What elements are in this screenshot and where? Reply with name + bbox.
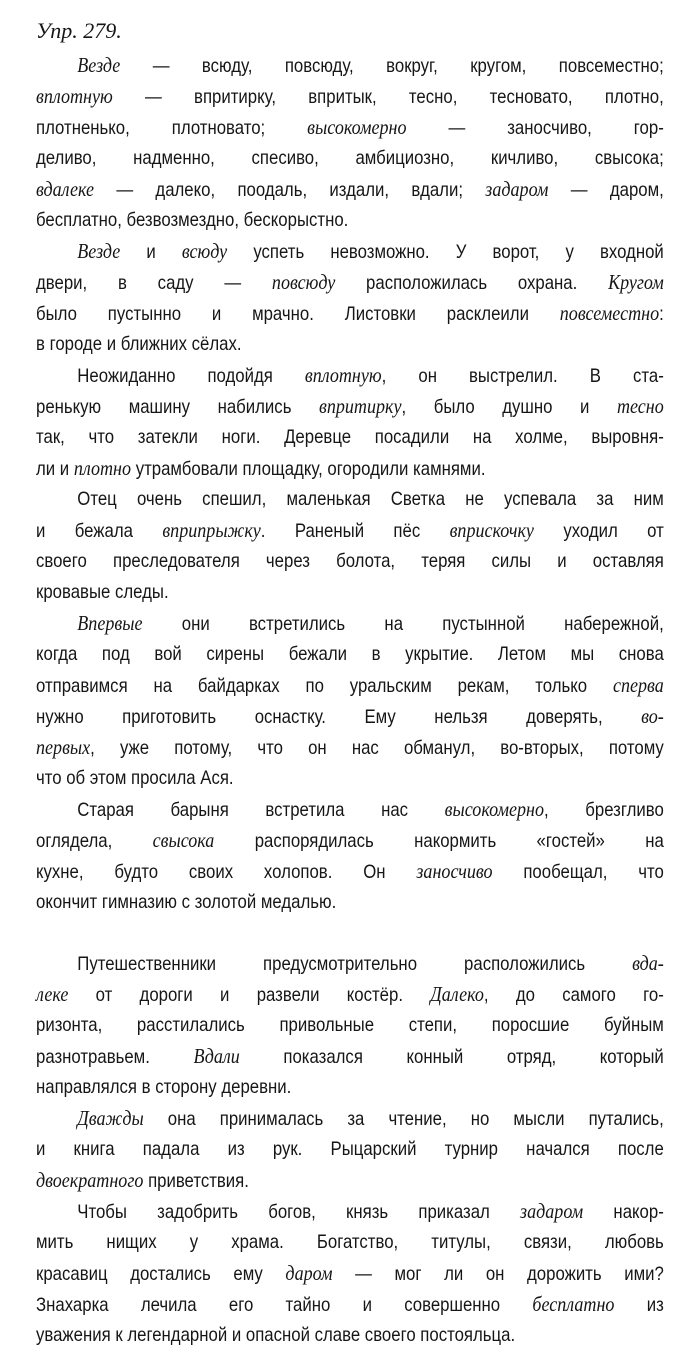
italic-term: заносчиво [416,859,493,883]
text-run: приветствия. [143,1170,249,1192]
text-line [36,81,664,112]
text-run: — заносчиво, гор- [406,117,664,139]
text-run: Путешественники предусмотрительно расположились [77,953,633,975]
text-line [36,577,664,608]
text-run: так, что затекли ноги. Деревце посадили на холме, выровня- [36,426,664,448]
text-line [36,1196,664,1227]
text-line [36,856,664,887]
text-line [36,1134,664,1165]
text-run: успеть невозможно. У ворот, у входной [227,241,664,263]
text-line [36,50,664,81]
text-run: плотненько, плотновато; [36,117,308,139]
text-line [36,794,664,825]
text-run: и бежала [36,520,163,542]
paragraph [36,50,664,236]
italic-term: вприскочку [449,518,534,542]
text-line [36,236,664,267]
text-run: Знахарка лечила его тайно и совершенно [36,1294,533,1316]
text-line [36,701,664,732]
italic-term: задаром [520,1199,584,1223]
italic-term: бесплатно [532,1292,615,1316]
text-line [36,1258,664,1289]
text-run: уходил от [533,520,664,542]
text-run: своего преследователя через болота, теряя силы и оставляя [36,550,664,572]
italic-term: тесно [616,394,664,418]
text-line [36,1320,664,1351]
text-line [36,391,664,422]
exercise-body [36,50,664,1351]
italic-term: вприпрыжку [162,518,261,542]
text-line [36,1289,664,1320]
paragraph [36,948,664,1103]
text-line [36,143,664,174]
paragraph [36,484,664,608]
text-run: разнотравьем. [36,1046,194,1068]
text-run: — всюду, повсюду, вокруг, кругом, повсеместно; [120,55,664,77]
text-run: — впритирку, впритык, тесно, тесновато, плотно, [112,86,664,108]
text-run: , до самого го- [483,984,664,1006]
italic-term: Вдали [193,1044,240,1068]
text-line [36,979,664,1010]
text-run: она принималась за чтение, но мысли путались, [143,1108,664,1130]
text-run: , уже потому, что он нас обманул, во-вторых, потому [90,737,664,759]
text-run: ренькую машину набились [36,396,319,418]
italic-term: вдалеке [36,177,95,201]
text-run: , было душно и [401,396,617,418]
italic-term: двоекратного [36,1168,144,1192]
text-line [36,515,664,546]
text-run: утрамбовали площадку, огородили камнями. [131,458,486,480]
text-run: : [659,303,664,325]
text-line [36,1072,664,1103]
text-run: и [120,241,182,263]
text-line [36,453,664,484]
text-run: и книга падала из рук. Рыцарский турнир начался после [36,1138,664,1160]
italic-term: Впервые [77,611,143,635]
text-run: показался конный отряд, который [239,1046,664,1068]
italic-term: Далеко [430,982,484,1006]
text-run: Неожиданно подойдя [77,365,305,387]
text-line [36,422,664,453]
paragraph [36,236,664,360]
text-line [36,329,664,360]
text-line [36,174,664,205]
text-run: кровавые следы. [36,581,169,603]
text-run: накор- [583,1201,664,1223]
text-run: из [614,1294,664,1316]
text-run: распорядилась накормить «гостей» на [214,830,664,852]
text-run: — даром, [548,179,664,201]
text-line [36,887,664,918]
italic-term: вда- [632,951,664,975]
text-run: пообещал, что [492,861,664,883]
paragraph [36,1196,664,1351]
text-run: когда под вой сирены бежали в укрытие. Летом мы снова [36,643,664,665]
paragraph [36,608,664,794]
text-line [36,267,664,298]
italic-term: повсеместно [559,301,660,325]
text-run: красавиц достались ему [36,1263,286,1285]
italic-term: повсюду [271,270,336,294]
text-line [36,825,664,856]
italic-term: высокомерно [307,115,407,139]
text-run: двери, в саду — [36,272,272,294]
text-run: — далеко, поодаль, издали, вдали; [94,179,486,201]
text-line [36,1010,664,1041]
text-run: отправимся на байдарках по уральским рекам, только [36,675,613,697]
italic-term: Дважды [77,1106,144,1130]
text-run: окончит гимназию с золотой медалью. [36,891,337,913]
paragraph [36,794,664,918]
italic-term: плотно [73,456,132,480]
text-run: было пустынно и мрачно. Листовки расклеили [36,303,560,325]
text-line [36,1227,664,1258]
text-line [36,732,664,763]
text-line [36,1103,664,1134]
italic-term: впритирку [318,394,402,418]
text-line [36,360,664,391]
italic-term: леке [36,982,69,1006]
text-run: , он выстрелил. В ста- [381,365,664,387]
text-run: бесплатно, безвозмездно, бескорыстно. [36,209,349,231]
text-line [36,608,664,639]
text-line [36,484,664,515]
text-run: Чтобы задобрить богов, князь приказал [77,1201,521,1223]
text-line [36,670,664,701]
text-line [36,112,664,143]
text-line [36,205,664,236]
text-run: что об этом просила Ася. [36,767,234,789]
text-run: расположилась охрана. [335,272,609,294]
text-run: . Раненый пёс [260,520,450,542]
text-run: кухне, будто своих холопов. Он [36,861,417,883]
text-run: , брезгливо [544,799,664,821]
text-run: мить нищих у храма. Богатство, титулы, связи, любовь [36,1231,664,1253]
text-run: направлялся в сторону деревни. [36,1076,292,1098]
text-run: они встретились на пустынной набережной, [142,613,664,635]
paragraph [36,1103,664,1196]
italic-term: свысока [152,828,215,852]
text-run: ли и [36,458,74,480]
italic-term: во- [641,704,664,728]
text-run: Отец очень спешил, маленькая Светка не успевала за ним [77,488,664,510]
italic-term: первых [36,735,91,759]
exercise-title: Упр. 279. [36,18,122,43]
text-line [36,1041,664,1072]
text-line [36,298,664,329]
text-run: — мог ли он дорожить ими? [332,1263,664,1285]
paragraph-gap [36,918,664,948]
italic-term: Везде [77,53,121,77]
text-line [36,639,664,670]
italic-term: Везде [77,239,121,263]
text-run: деливо, надменно, спесиво, амбициозно, кичливо, свысока; [36,147,664,169]
text-run: от дороги и развели костёр. [68,984,431,1006]
text-line [36,948,664,979]
text-line [36,1165,664,1196]
paragraph [36,360,664,484]
italic-term: всюду [181,239,228,263]
text-line [36,546,664,577]
italic-term: высокомерно [444,797,545,821]
italic-term: Кругом [608,270,664,294]
italic-term: даром [285,1261,333,1285]
text-run: оглядела, [36,830,153,852]
text-run: в городе и ближних сёлах. [36,333,242,355]
text-run: Старая барыня встретила нас [77,799,445,821]
italic-term: сперва [612,673,664,697]
text-run: ризонта, расстилались привольные степи, поросшие буйным [36,1014,664,1036]
text-run: уважения к легендарной и опасной славе своего постояльца. [36,1324,516,1346]
italic-term: вплотную [304,363,382,387]
text-run: нужно приготовить оснастку. Ему нельзя доверять, [36,706,642,728]
text-line [36,763,664,794]
italic-term: задаром [485,177,549,201]
textbook-page [36,12,664,1351]
italic-term: вплотную [36,84,113,108]
